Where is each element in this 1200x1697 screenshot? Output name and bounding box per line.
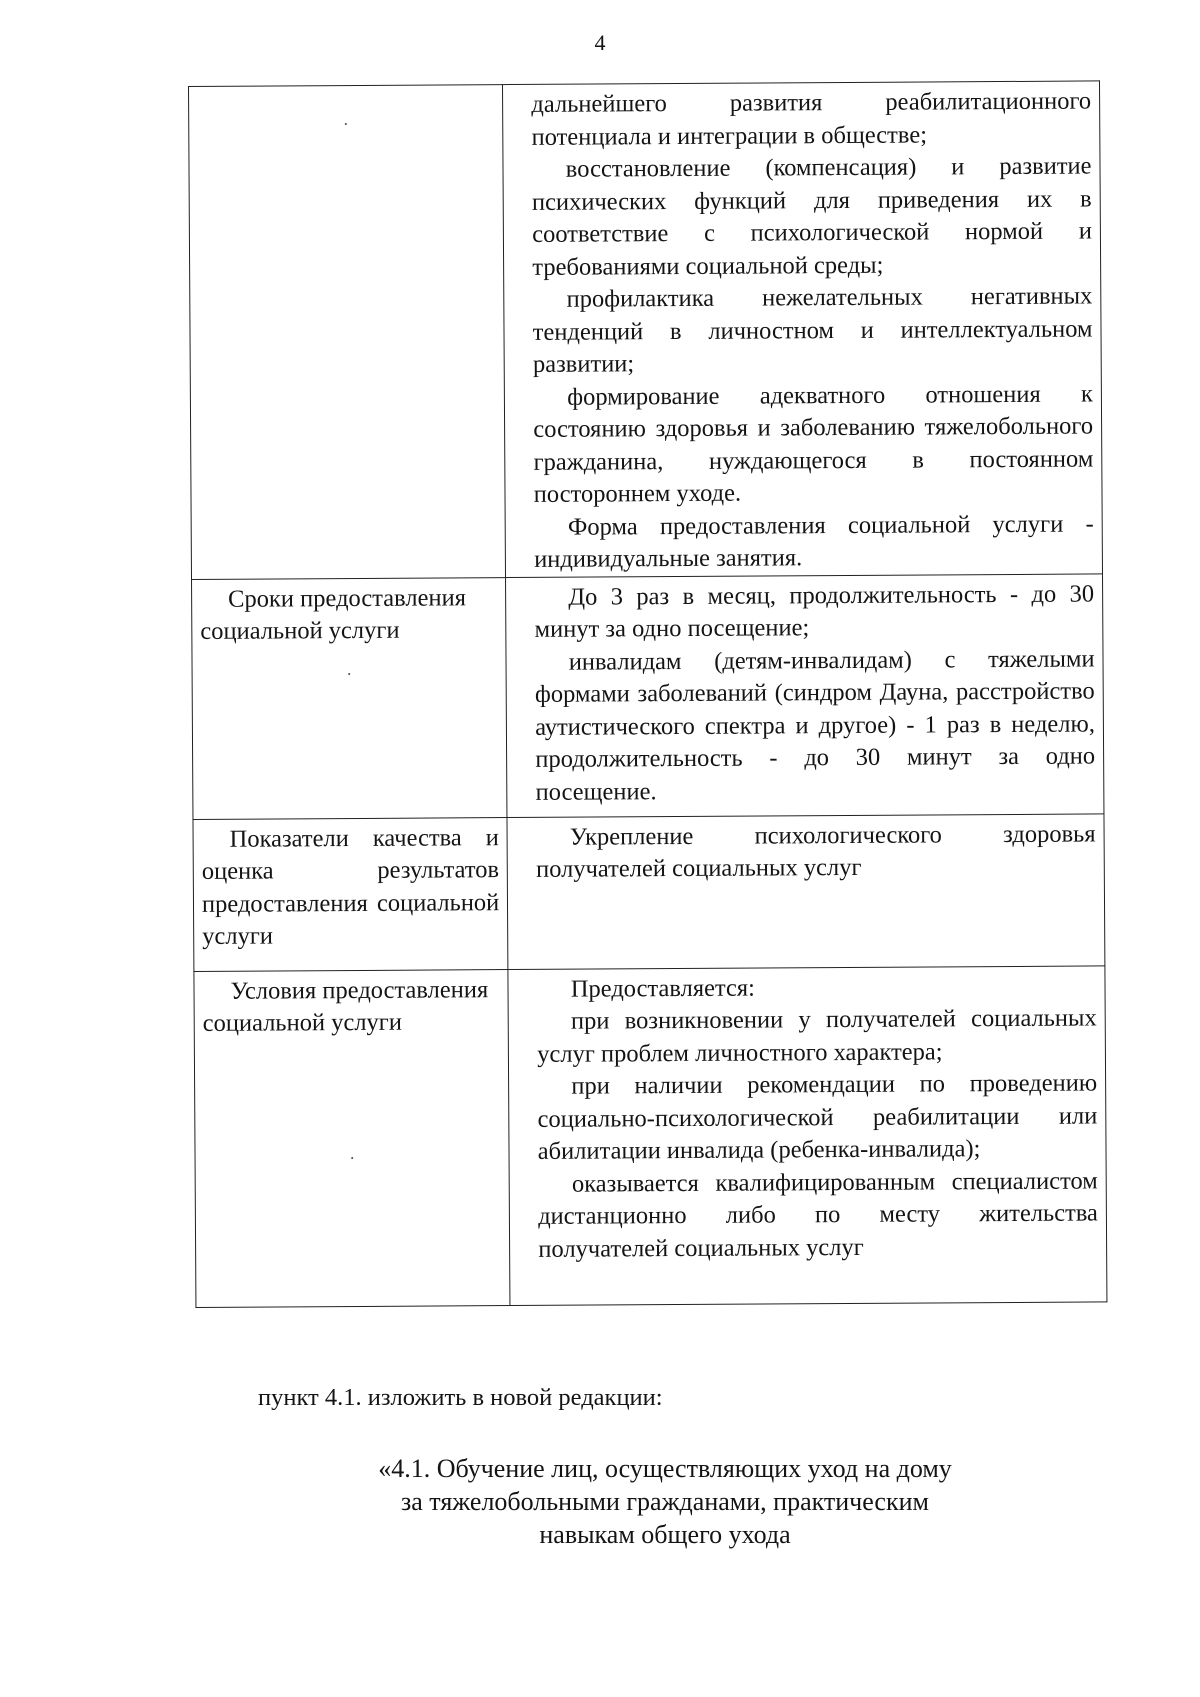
content-paragraph: при наличии рекомендации по проведению социально-психологической реабилитации или абилитации инвалида (ребенка-инвалида); (537, 1069, 1098, 1165)
table-row (189, 81, 1103, 579)
scan-mark: · (346, 663, 353, 684)
content-paragraph: Укрепление психологического здоровья получателей социальных услуг (535, 819, 1096, 883)
row-label-cell (194, 969, 510, 1307)
content-paragraph: оказывается квалифицированным специалистом дистанционно либо по месту жительства получателей социальных услуг (538, 1166, 1098, 1263)
scan-mark: · (342, 114, 349, 135)
table-row (192, 573, 1104, 819)
table-row (193, 813, 1105, 971)
amendment-note: пункт 4.1. изложить в новой редакции: (258, 1384, 663, 1411)
heading-line: за тяжелобольными гражданами, практическим (401, 1487, 929, 1516)
content-paragraph: Предоставляется: (570, 974, 756, 1003)
heading-line: навыкам общего ухода (539, 1520, 791, 1549)
scan-mark: · (349, 1147, 356, 1168)
row-content-cell (506, 573, 1104, 817)
row-content-cell (503, 81, 1103, 577)
content-paragraph: Форма предоставления социальной услуги - индивидуальные занятия. (534, 509, 1094, 573)
section-heading (0, 1452, 1200, 1551)
content-paragraph: восстановление (компенсация) и развитие психических функций для приведения их в соответствие с психологической нормой и требованиями социальной среды; (531, 152, 1092, 281)
heading-line: «4.1. Обучение лиц, осуществляющих уход на дому (378, 1454, 952, 1483)
content-paragraph: формирование адекватного отношения к состоянию здоровья и заболеванию тяжелобольного гражданина, нуждающегося в постоянном постороннем уходе. (533, 379, 1094, 508)
row-content-cell (508, 965, 1107, 1305)
row-label: Показатели качества и оценка результатов предоставления социальной услуги (201, 823, 500, 950)
services-table (188, 80, 1107, 1307)
row-content-cell (507, 813, 1105, 969)
row-label-cell (192, 577, 508, 819)
content-paragraph: инвалидам (детям-инвалидам) с тяжелыми формами заболеваний (синдром Дауна, расстройство аутистического спектра и другое) - 1 раз в неделю, продолжительность - до 30 минут за одно посещение. (534, 644, 1096, 806)
page-number: 4 (594, 30, 606, 55)
row-label: Сроки предоставления социальной услуги (200, 583, 467, 645)
row-label: Условия предоставления социальной услуги (202, 975, 489, 1037)
content-paragraph: дальнейшего развития реабилитационного потенциала и интеграции в обществе; (531, 87, 1092, 151)
content-paragraph: профилактика нежелательных негативных тенденций в личностном и интеллектуальном развитии; (532, 282, 1093, 378)
content-paragraph: при возникновении у получателей социальных услуг проблем личностного характера; (537, 1004, 1097, 1068)
table-row (194, 965, 1107, 1307)
content-paragraph: До 3 раз в месяц, продолжительность - до 30 минут за одно посещение; (534, 579, 1095, 643)
row-label-cell (193, 817, 508, 971)
row-label-cell (189, 85, 506, 579)
